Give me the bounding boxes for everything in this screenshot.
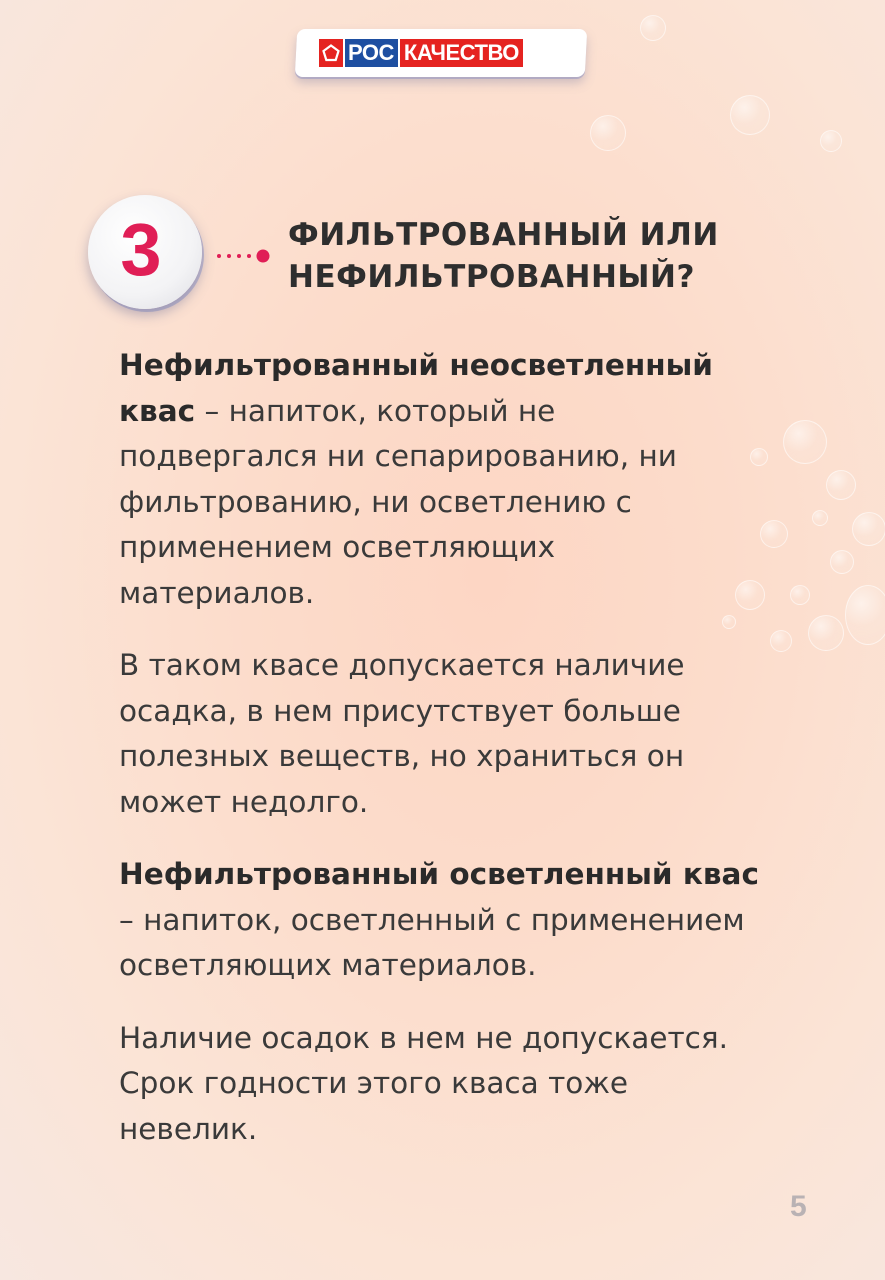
text-line: подвергался ни сепарированию, ни [119,439,677,473]
dotted-connector-icon [215,248,275,264]
text-line: фильтрованию, ни осветлению с [119,484,632,519]
term-unfiltered-clarified: Нефильтрованный осветленный квас [119,857,759,891]
logo-text-ros: РОС [345,39,398,67]
text-line: осветляющих материалов. [119,948,537,982]
body-content [119,343,819,1179]
text-line: – напиток, осветленный с применением [119,902,745,937]
text-line: Срок годности этого кваса тоже [119,1066,629,1100]
text-line: невелик. [119,1111,258,1146]
logo-text-kachestvo: КАЧЕСТВО [400,39,523,67]
text-line: полезных веществ, но храниться он [119,739,685,773]
term-kvas: квас [119,393,196,428]
heading-line-2: НЕФИЛЬТРОВАННЫЙ? [288,259,695,295]
heading-line-1: ФИЛЬТРОВАННЫЙ ИЛИ [288,217,719,253]
term-unfiltered-unclarified: Нефильтрованный неосветленный [119,348,713,382]
text-line: В таком квасе допускается наличие [119,648,685,682]
section-number: 3 [120,208,162,291]
paragraph-1 [119,343,819,616]
paragraph-3 [119,852,819,989]
text-line: материалов. [119,575,315,610]
section-heading [288,214,848,298]
definition-text: – напиток, который не [195,393,556,428]
pentagon-icon [319,39,343,67]
text-line: осадка, в нем присутствует больше [119,693,681,728]
page-number: 5 [790,1190,807,1223]
roskachestvo-logo [319,39,523,67]
paragraph-4 [119,1016,819,1153]
text-line: может недолго. [119,784,369,819]
text-line: Наличие осадок в нем не допускается. [119,1020,729,1055]
section-number-badge [88,195,202,309]
text-line: применением осветляющих [119,530,556,564]
paragraph-2 [119,643,819,825]
